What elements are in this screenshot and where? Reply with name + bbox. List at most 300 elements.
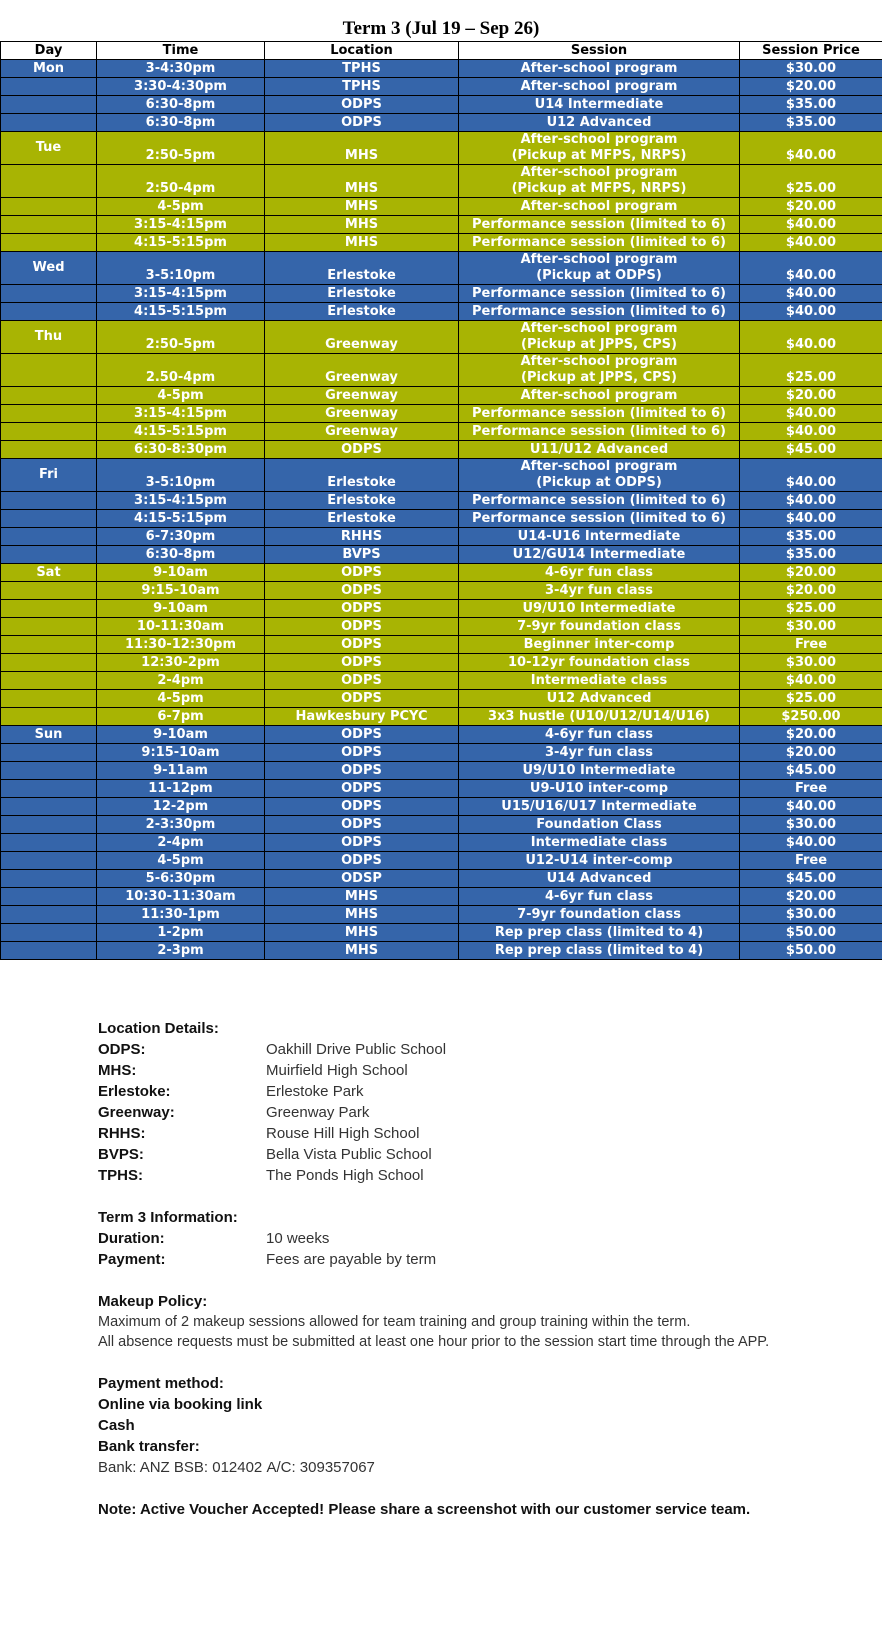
table-row bbox=[1, 78, 882, 96]
location-cell: TPHS bbox=[265, 78, 459, 96]
session-line: 3-4yr fun class bbox=[545, 745, 653, 760]
location-cell: RHHS bbox=[265, 528, 459, 546]
location-cell: Greenway bbox=[265, 405, 459, 423]
location-item bbox=[98, 1039, 769, 1060]
table-row bbox=[1, 216, 882, 234]
table-row bbox=[1, 321, 882, 354]
term-info-heading: Term 3 Information: bbox=[98, 1209, 238, 1226]
price-cell: $35.00 bbox=[740, 528, 882, 546]
location-name: Greenway Park bbox=[266, 1104, 370, 1121]
day-cell bbox=[1, 744, 97, 762]
session-cell bbox=[459, 780, 740, 798]
time-cell: 1-2pm bbox=[97, 924, 265, 942]
price-cell: $40.00 bbox=[740, 459, 882, 492]
location-code: ODPS: bbox=[98, 1041, 146, 1058]
day-cell bbox=[1, 654, 97, 672]
time-cell: 9-10am bbox=[97, 726, 265, 744]
duration-row bbox=[98, 1228, 769, 1249]
day-cell bbox=[1, 198, 97, 216]
time-cell: 3:15-4:15pm bbox=[97, 285, 265, 303]
column-header-time: Time bbox=[97, 42, 265, 60]
location-cell: MHS bbox=[265, 942, 459, 960]
session-cell bbox=[459, 654, 740, 672]
payment-row bbox=[98, 1249, 769, 1270]
session-cell bbox=[459, 546, 740, 564]
table-row bbox=[1, 405, 882, 423]
day-cell bbox=[1, 303, 97, 321]
session-line: Performance session (limited to 6) bbox=[472, 493, 726, 508]
price-cell: $30.00 bbox=[740, 618, 882, 636]
table-row bbox=[1, 672, 882, 690]
time-cell: 6:30-8pm bbox=[97, 96, 265, 114]
price-cell: $45.00 bbox=[740, 762, 882, 780]
table-row bbox=[1, 690, 882, 708]
session-line: U12 Advanced bbox=[546, 691, 652, 706]
day-cell bbox=[1, 834, 97, 852]
price-cell: $35.00 bbox=[740, 114, 882, 132]
location-cell: ODPS bbox=[265, 690, 459, 708]
session-cell bbox=[459, 285, 740, 303]
price-cell: $25.00 bbox=[740, 600, 882, 618]
session-line: U12-U14 inter-comp bbox=[525, 853, 673, 868]
price-cell: Free bbox=[740, 636, 882, 654]
time-cell: 9:15-10am bbox=[97, 744, 265, 762]
location-cell: ODSP bbox=[265, 870, 459, 888]
time-cell: 3:15-4:15pm bbox=[97, 405, 265, 423]
price-cell: $20.00 bbox=[740, 564, 882, 582]
session-line: U14-U16 Intermediate bbox=[517, 529, 681, 544]
table-row bbox=[1, 888, 882, 906]
price-cell: Free bbox=[740, 780, 882, 798]
price-cell: $30.00 bbox=[740, 816, 882, 834]
location-cell: Erlestoke bbox=[265, 492, 459, 510]
location-list bbox=[98, 1039, 769, 1186]
day-cell bbox=[1, 888, 97, 906]
table-row bbox=[1, 708, 882, 726]
day-cell bbox=[1, 165, 97, 198]
price-cell: $35.00 bbox=[740, 546, 882, 564]
time-cell: 4-5pm bbox=[97, 690, 265, 708]
location-code: TPHS: bbox=[98, 1167, 143, 1184]
table-row bbox=[1, 564, 882, 582]
price-cell: $50.00 bbox=[740, 924, 882, 942]
price-cell: $20.00 bbox=[740, 744, 882, 762]
location-name: Rouse Hill High School bbox=[266, 1125, 420, 1142]
session-line: (Pickup at MFPS, NRPS) bbox=[511, 181, 687, 196]
column-header-location: Location bbox=[265, 42, 459, 60]
session-line: (Pickup at JPPS, CPS) bbox=[521, 337, 677, 352]
table-row bbox=[1, 114, 882, 132]
day-cell bbox=[1, 870, 97, 888]
time-cell: 6-7:30pm bbox=[97, 528, 265, 546]
day-cell bbox=[1, 216, 97, 234]
session-cell bbox=[459, 114, 740, 132]
table-row bbox=[1, 834, 882, 852]
session-line: Performance session (limited to 6) bbox=[472, 511, 726, 526]
price-cell: $45.00 bbox=[740, 441, 882, 459]
day-cell bbox=[1, 618, 97, 636]
day-cell bbox=[1, 600, 97, 618]
day-cell bbox=[1, 528, 97, 546]
session-line: U12 Advanced bbox=[546, 115, 652, 130]
session-cell bbox=[459, 942, 740, 960]
session-cell bbox=[459, 423, 740, 441]
session-cell bbox=[459, 96, 740, 114]
time-cell: 2:50-4pm bbox=[97, 165, 265, 198]
price-cell: $30.00 bbox=[740, 60, 882, 78]
price-cell: $40.00 bbox=[740, 132, 882, 165]
location-item bbox=[98, 1081, 769, 1102]
session-cell bbox=[459, 852, 740, 870]
time-cell: 4-5pm bbox=[97, 852, 265, 870]
day-cell: Fri bbox=[1, 459, 97, 492]
session-cell bbox=[459, 582, 740, 600]
day-cell bbox=[1, 636, 97, 654]
time-cell: 6:30-8pm bbox=[97, 114, 265, 132]
time-cell: 9:15-10am bbox=[97, 582, 265, 600]
day-cell bbox=[1, 672, 97, 690]
location-cell: Erlestoke bbox=[265, 252, 459, 285]
location-cell: ODPS bbox=[265, 672, 459, 690]
day-cell: Mon bbox=[1, 60, 97, 78]
session-line: 7-9yr foundation class bbox=[517, 907, 681, 922]
session-line: (Pickup at ODPS) bbox=[536, 475, 662, 490]
session-line: U14 Intermediate bbox=[534, 97, 664, 112]
location-cell: Greenway bbox=[265, 354, 459, 387]
location-name: The Ponds High School bbox=[266, 1167, 424, 1184]
location-cell: ODPS bbox=[265, 780, 459, 798]
price-cell: $30.00 bbox=[740, 906, 882, 924]
location-cell: ODPS bbox=[265, 582, 459, 600]
day-cell bbox=[1, 582, 97, 600]
table-row bbox=[1, 726, 882, 744]
price-cell: $40.00 bbox=[740, 216, 882, 234]
session-line: After-school program bbox=[520, 79, 678, 94]
time-cell: 9-11am bbox=[97, 762, 265, 780]
session-line: U11/U12 Advanced bbox=[529, 442, 669, 457]
location-code: Erlestoke: bbox=[98, 1083, 171, 1100]
day-cell bbox=[1, 780, 97, 798]
day-cell bbox=[1, 708, 97, 726]
session-line: After-school program bbox=[520, 252, 678, 267]
time-cell: 11:30-1pm bbox=[97, 906, 265, 924]
time-cell: 2:50-5pm bbox=[97, 321, 265, 354]
day-cell bbox=[1, 114, 97, 132]
table-row bbox=[1, 528, 882, 546]
location-details bbox=[98, 1018, 769, 1520]
location-name: Oakhill Drive Public School bbox=[266, 1041, 447, 1058]
location-item bbox=[98, 1144, 769, 1165]
session-cell bbox=[459, 387, 740, 405]
location-cell: ODPS bbox=[265, 636, 459, 654]
session-cell bbox=[459, 636, 740, 654]
session-line: After-school program bbox=[520, 459, 678, 474]
day-cell bbox=[1, 762, 97, 780]
location-cell: MHS bbox=[265, 888, 459, 906]
table-row bbox=[1, 924, 882, 942]
time-cell: 4:15-5:15pm bbox=[97, 423, 265, 441]
session-cell bbox=[459, 321, 740, 354]
day-cell bbox=[1, 96, 97, 114]
time-cell: 3-5:10pm bbox=[97, 252, 265, 285]
session-line: 3-4yr fun class bbox=[545, 583, 653, 598]
column-header-day: Day bbox=[1, 42, 97, 60]
table-row bbox=[1, 618, 882, 636]
session-cell bbox=[459, 816, 740, 834]
session-line: Performance session (limited to 6) bbox=[472, 406, 726, 421]
makeup-line-1: Maximum of 2 makeup sessions allowed for team training and group training within the term. bbox=[98, 1314, 691, 1330]
location-cell: Greenway bbox=[265, 423, 459, 441]
location-cell: ODPS bbox=[265, 798, 459, 816]
session-line: Beginner inter-comp bbox=[523, 637, 675, 652]
price-cell: $40.00 bbox=[740, 405, 882, 423]
price-cell: $20.00 bbox=[740, 198, 882, 216]
location-cell: Greenway bbox=[265, 321, 459, 354]
price-cell: $40.00 bbox=[740, 285, 882, 303]
session-line: Performance session (limited to 6) bbox=[472, 424, 726, 439]
price-cell: $40.00 bbox=[740, 510, 882, 528]
day-cell: Sat bbox=[1, 564, 97, 582]
location-cell: MHS bbox=[265, 924, 459, 942]
time-cell: 12-2pm bbox=[97, 798, 265, 816]
table-row bbox=[1, 546, 882, 564]
table-row bbox=[1, 600, 882, 618]
location-cell: ODPS bbox=[265, 744, 459, 762]
location-cell: ODPS bbox=[265, 834, 459, 852]
location-details-heading: Location Details: bbox=[98, 1020, 219, 1037]
session-cell bbox=[459, 618, 740, 636]
session-cell bbox=[459, 405, 740, 423]
session-line: (Pickup at JPPS, CPS) bbox=[521, 370, 677, 385]
time-cell: 12:30-2pm bbox=[97, 654, 265, 672]
table-row bbox=[1, 510, 882, 528]
schedule-table bbox=[0, 41, 882, 960]
time-cell: 4:15-5:15pm bbox=[97, 303, 265, 321]
session-cell bbox=[459, 60, 740, 78]
location-code: RHHS: bbox=[98, 1125, 146, 1142]
table-row bbox=[1, 441, 882, 459]
session-cell bbox=[459, 303, 740, 321]
day-cell bbox=[1, 423, 97, 441]
session-line: Intermediate class bbox=[530, 835, 668, 850]
table-row bbox=[1, 165, 882, 198]
table-header-row bbox=[1, 42, 882, 60]
session-line: 4-6yr fun class bbox=[545, 727, 653, 742]
table-row bbox=[1, 870, 882, 888]
price-cell: $20.00 bbox=[740, 582, 882, 600]
session-line: U9-U10 inter-comp bbox=[529, 781, 669, 796]
price-cell: $250.00 bbox=[740, 708, 882, 726]
day-cell bbox=[1, 492, 97, 510]
time-cell: 4:15-5:15pm bbox=[97, 234, 265, 252]
day-cell bbox=[1, 285, 97, 303]
time-cell: 9-10am bbox=[97, 564, 265, 582]
session-line: U14 Advanced bbox=[546, 871, 652, 886]
session-line: 10-12yr foundation class bbox=[508, 655, 690, 670]
table-row bbox=[1, 60, 882, 78]
time-cell: 6:30-8pm bbox=[97, 546, 265, 564]
location-cell: Erlestoke bbox=[265, 510, 459, 528]
table-row bbox=[1, 798, 882, 816]
makeup-line-2: All absence requests must be submitted at least one hour prior to the session start time through the APP. bbox=[98, 1334, 770, 1350]
table-row bbox=[1, 387, 882, 405]
session-cell bbox=[459, 672, 740, 690]
session-line: After-school program bbox=[520, 388, 678, 403]
table-row bbox=[1, 762, 882, 780]
day-cell: Tue bbox=[1, 132, 97, 165]
day-cell: Wed bbox=[1, 252, 97, 285]
payment-cash: Cash bbox=[98, 1417, 135, 1434]
time-cell: 6-7pm bbox=[97, 708, 265, 726]
payment-label: Payment: bbox=[98, 1251, 166, 1268]
session-line: Intermediate class bbox=[530, 673, 668, 688]
session-cell bbox=[459, 510, 740, 528]
session-line: After-school program bbox=[520, 132, 678, 147]
time-cell: 3:30-4:30pm bbox=[97, 78, 265, 96]
session-cell bbox=[459, 252, 740, 285]
day-cell bbox=[1, 924, 97, 942]
table-row bbox=[1, 132, 882, 165]
price-cell: $40.00 bbox=[740, 834, 882, 852]
duration-label: Duration: bbox=[98, 1230, 165, 1247]
price-cell: $40.00 bbox=[740, 423, 882, 441]
payment-method-heading: Payment method: bbox=[98, 1375, 224, 1392]
session-line: 4-6yr fun class bbox=[545, 889, 653, 904]
location-cell: Greenway bbox=[265, 387, 459, 405]
session-cell bbox=[459, 165, 740, 198]
location-cell: ODPS bbox=[265, 600, 459, 618]
day-cell bbox=[1, 510, 97, 528]
location-item bbox=[98, 1165, 769, 1186]
bank-bsb: BSB: 012402 bbox=[173, 1459, 263, 1476]
day-cell bbox=[1, 441, 97, 459]
time-cell: 2-3pm bbox=[97, 942, 265, 960]
session-line: 7-9yr foundation class bbox=[517, 619, 681, 634]
location-item bbox=[98, 1060, 769, 1081]
table-row bbox=[1, 252, 882, 285]
table-row bbox=[1, 459, 882, 492]
day-cell bbox=[1, 906, 97, 924]
session-cell bbox=[459, 708, 740, 726]
table-row bbox=[1, 492, 882, 510]
schedule-title: Term 3 (Jul 19 – Sep 26) bbox=[342, 18, 540, 39]
session-line: After-school program bbox=[520, 354, 678, 369]
price-cell: $40.00 bbox=[740, 798, 882, 816]
session-line: After-school program bbox=[520, 61, 678, 76]
price-cell: $50.00 bbox=[740, 942, 882, 960]
table-row bbox=[1, 744, 882, 762]
session-cell bbox=[459, 744, 740, 762]
session-cell bbox=[459, 234, 740, 252]
table-row bbox=[1, 423, 882, 441]
voucher-note: Note: Active Voucher Accepted! Please share a screenshot with our customer service team. bbox=[98, 1501, 751, 1518]
location-cell: TPHS bbox=[265, 60, 459, 78]
location-cell: MHS bbox=[265, 165, 459, 198]
location-code: MHS: bbox=[98, 1062, 137, 1079]
session-cell bbox=[459, 762, 740, 780]
time-cell: 2-4pm bbox=[97, 834, 265, 852]
column-header-session: Session bbox=[459, 42, 740, 60]
session-cell bbox=[459, 564, 740, 582]
location-cell: MHS bbox=[265, 906, 459, 924]
price-cell: $25.00 bbox=[740, 690, 882, 708]
location-cell: Erlestoke bbox=[265, 303, 459, 321]
location-cell: ODPS bbox=[265, 96, 459, 114]
session-line: Foundation Class bbox=[536, 817, 662, 832]
session-cell bbox=[459, 354, 740, 387]
session-cell bbox=[459, 870, 740, 888]
price-cell: $35.00 bbox=[740, 96, 882, 114]
location-cell: Hawkesbury PCYC bbox=[265, 708, 459, 726]
table-row bbox=[1, 96, 882, 114]
session-line: U9/U10 Intermediate bbox=[522, 763, 676, 778]
day-cell bbox=[1, 387, 97, 405]
table-row bbox=[1, 942, 882, 960]
price-cell: $20.00 bbox=[740, 726, 882, 744]
location-cell: Erlestoke bbox=[265, 285, 459, 303]
price-cell: $30.00 bbox=[740, 654, 882, 672]
price-cell: $20.00 bbox=[740, 888, 882, 906]
time-cell: 2:50-5pm bbox=[97, 132, 265, 165]
price-cell: $40.00 bbox=[740, 492, 882, 510]
session-cell bbox=[459, 690, 740, 708]
time-cell: 6:30-8:30pm bbox=[97, 441, 265, 459]
session-line: 4-6yr fun class bbox=[545, 565, 653, 580]
day-cell bbox=[1, 852, 97, 870]
session-cell bbox=[459, 492, 740, 510]
location-code: BVPS: bbox=[98, 1146, 144, 1163]
table-row bbox=[1, 636, 882, 654]
time-cell: 2-4pm bbox=[97, 672, 265, 690]
makeup-heading: Makeup Policy: bbox=[98, 1293, 208, 1310]
day-cell bbox=[1, 816, 97, 834]
column-header-price: Session Price bbox=[740, 42, 882, 60]
session-cell bbox=[459, 78, 740, 96]
time-cell: 2.50-4pm bbox=[97, 354, 265, 387]
price-cell: $45.00 bbox=[740, 870, 882, 888]
table-row bbox=[1, 303, 882, 321]
location-cell: MHS bbox=[265, 198, 459, 216]
table-row bbox=[1, 906, 882, 924]
location-cell: ODPS bbox=[265, 441, 459, 459]
price-cell: $25.00 bbox=[740, 354, 882, 387]
price-cell: Free bbox=[740, 852, 882, 870]
session-line: Rep prep class (limited to 4) bbox=[494, 943, 704, 958]
time-cell: 3-4:30pm bbox=[97, 60, 265, 78]
time-cell: 10:30-11:30am bbox=[97, 888, 265, 906]
day-cell bbox=[1, 234, 97, 252]
location-cell: ODPS bbox=[265, 852, 459, 870]
day-cell: Thu bbox=[1, 321, 97, 354]
table-row bbox=[1, 234, 882, 252]
time-cell: 11-12pm bbox=[97, 780, 265, 798]
table-row bbox=[1, 654, 882, 672]
session-cell bbox=[459, 198, 740, 216]
session-line: 3x3 hustle (U10/U12/U14/U16) bbox=[488, 709, 710, 724]
location-cell: MHS bbox=[265, 234, 459, 252]
time-cell: 3:15-4:15pm bbox=[97, 216, 265, 234]
session-cell bbox=[459, 459, 740, 492]
price-cell: $25.00 bbox=[740, 165, 882, 198]
table-row bbox=[1, 852, 882, 870]
session-cell bbox=[459, 441, 740, 459]
location-item bbox=[98, 1123, 769, 1144]
price-cell: $40.00 bbox=[740, 321, 882, 354]
session-line: Performance session (limited to 6) bbox=[472, 235, 726, 250]
session-line: After-school program bbox=[520, 165, 678, 180]
bank-account: A/C: 309357067 bbox=[266, 1459, 375, 1476]
day-cell bbox=[1, 546, 97, 564]
